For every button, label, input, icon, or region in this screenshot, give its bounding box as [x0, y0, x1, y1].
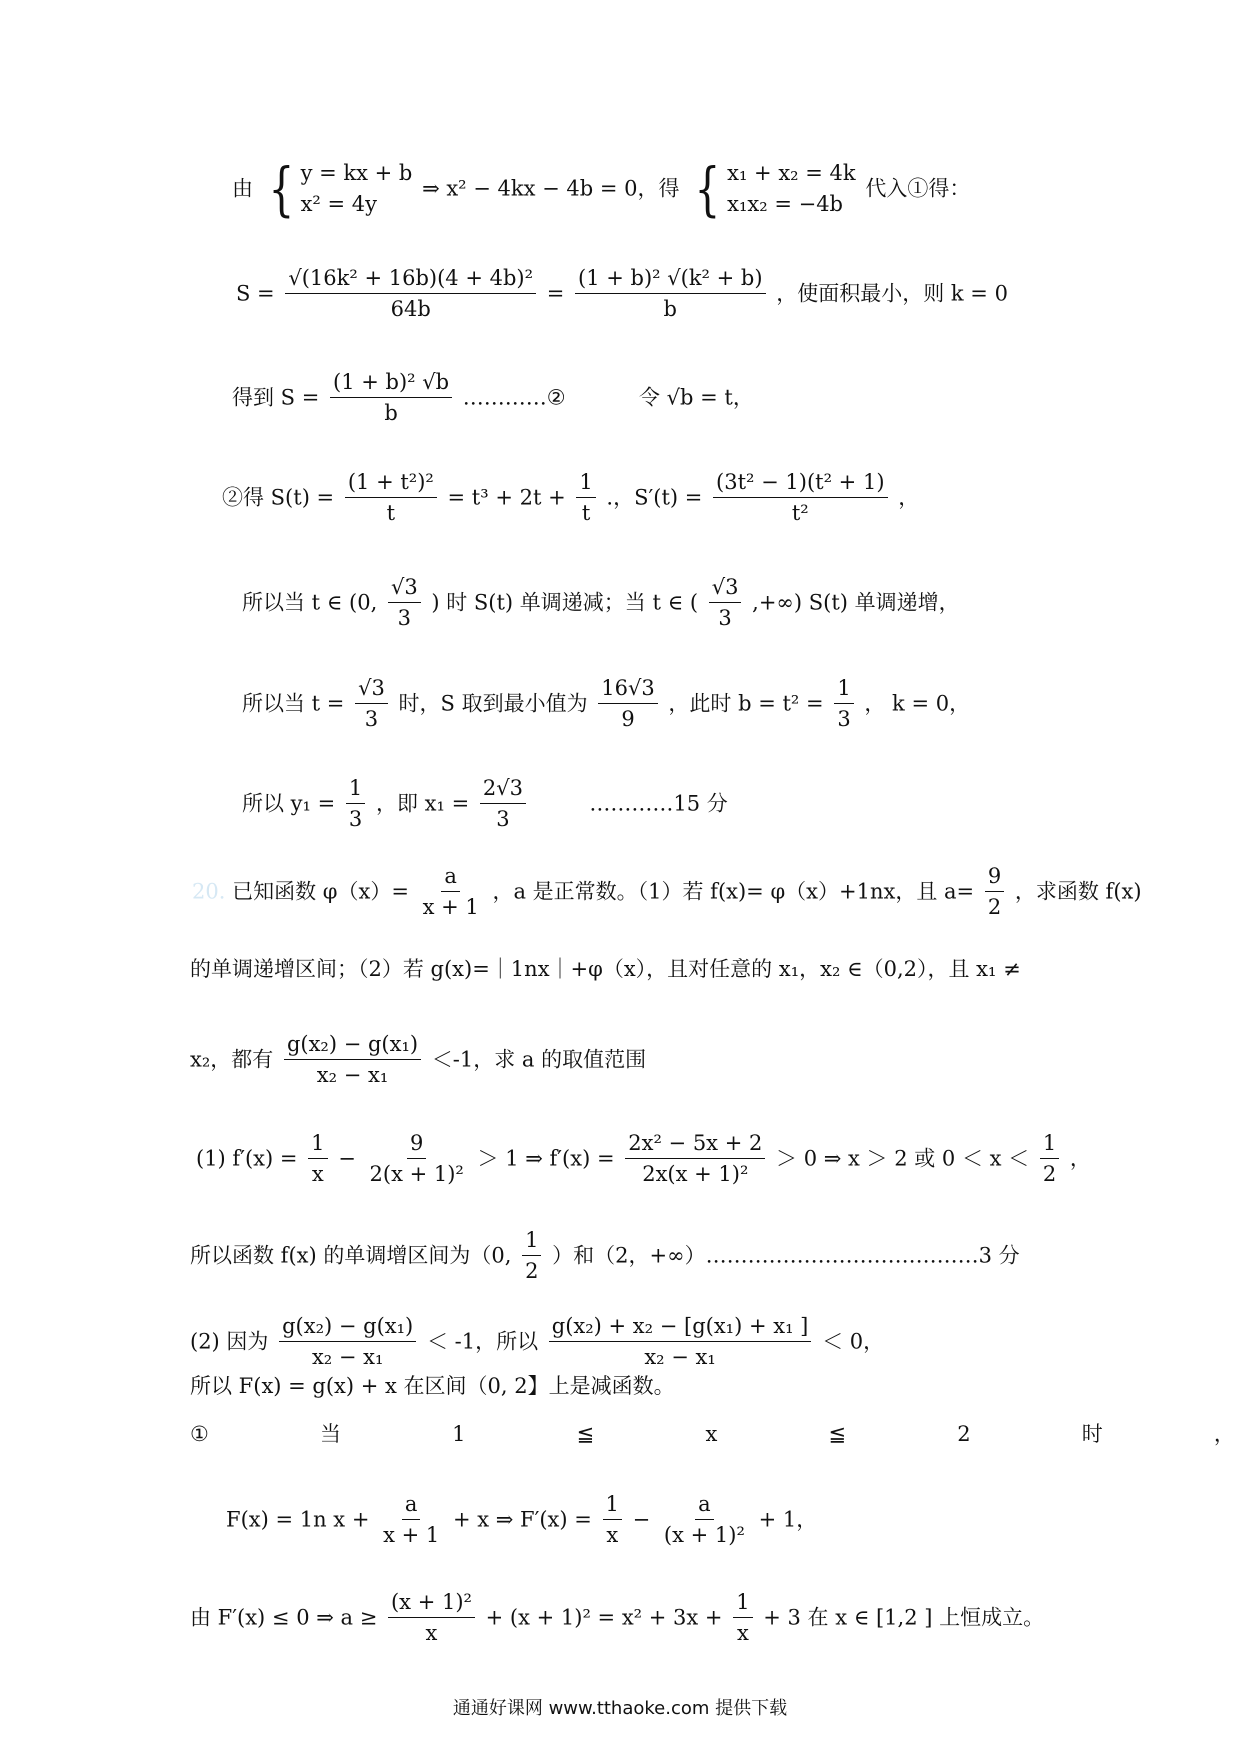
- numerator: 1: [603, 1494, 622, 1520]
- numerator: a: [402, 1494, 421, 1520]
- text: ①: [190, 1422, 209, 1446]
- denominator: 3: [496, 807, 510, 831]
- fraction: [420, 866, 482, 918]
- line-conclusion-15: [242, 778, 728, 830]
- numerator: √3: [709, 577, 742, 603]
- numerator: 1: [733, 1592, 752, 1618]
- text: .，S′(t) =: [606, 485, 703, 510]
- fraction: [1040, 1133, 1059, 1185]
- text: 所以当 t =: [242, 691, 345, 716]
- fraction: [598, 678, 657, 730]
- fraction: [345, 472, 437, 524]
- question-20-line3: [190, 1034, 646, 1086]
- fraction: [625, 1133, 765, 1185]
- line-system-substitution: [232, 155, 971, 223]
- numerator: 2x² − 5x + 2: [625, 1133, 765, 1159]
- text: ＞ 1 ⇒ f′(x) =: [477, 1146, 615, 1171]
- text: 所以 y₁ =: [242, 791, 336, 816]
- numerator: 1: [522, 1230, 541, 1256]
- denominator: 3: [718, 606, 732, 630]
- text: 2: [957, 1422, 971, 1446]
- line-monotonicity: [242, 577, 960, 629]
- line-derivative: [222, 472, 919, 524]
- answer-1-derivative: [196, 1133, 1091, 1185]
- numerator: a: [441, 866, 460, 892]
- numerator: (1 + b)² √b: [330, 372, 452, 398]
- fraction: [308, 1133, 327, 1185]
- fraction: [603, 1494, 622, 1546]
- numerator: (3t² − 1)(t² + 1): [713, 472, 887, 498]
- text: ，: [1069, 1146, 1091, 1171]
- denominator: x₂ − x₁: [311, 1345, 384, 1369]
- text: x₂，都有: [190, 1047, 274, 1072]
- denominator: x + 1: [383, 1523, 440, 1547]
- question-number: 20.: [192, 879, 226, 904]
- numerator: g(x₂) − g(x₁): [279, 1316, 416, 1342]
- text: …………②: [462, 385, 566, 410]
- question-20-line1: [192, 866, 1142, 918]
- denominator: t: [581, 501, 591, 525]
- denominator: x: [606, 1523, 619, 1547]
- fraction: [380, 1494, 442, 1546]
- fraction: [284, 1034, 421, 1086]
- text: + 3 在 x ∈ [1,2 ] 上恒成立。: [763, 1605, 1045, 1630]
- text: 已知函数 φ（x）=: [232, 879, 409, 904]
- numerator: 1: [1040, 1133, 1059, 1159]
- numerator: 16√3: [598, 678, 657, 704]
- numerator: 1: [308, 1133, 327, 1159]
- question-20-line2: [190, 958, 1021, 980]
- line-area-reduced: [232, 372, 754, 424]
- text: ) 时 S(t) 单调递减；当 t ∈ (: [431, 590, 699, 615]
- denominator: t: [386, 501, 396, 525]
- fraction: [549, 1316, 812, 1368]
- text: x: [705, 1422, 718, 1446]
- fraction: [285, 268, 536, 320]
- left-brace: {: [694, 155, 721, 223]
- text: ，a 是正常数。（1）若 f(x)= φ（x）+1nx，且 a=: [492, 879, 975, 904]
- denominator: b: [663, 297, 677, 321]
- denominator: 9: [621, 707, 635, 731]
- denominator: x₂ − x₁: [644, 1345, 716, 1369]
- numerator: 2√3: [480, 778, 526, 804]
- numerator: (x + 1)²: [388, 1592, 475, 1618]
- text: 由: [232, 176, 253, 201]
- fraction: [388, 1592, 475, 1644]
- fraction: [330, 372, 452, 424]
- numerator: √(16k² + 16b)(4 + 4b)²: [285, 268, 536, 294]
- denominator: 3: [397, 606, 411, 630]
- denominator: 2x(x + 1)²: [642, 1162, 749, 1186]
- answer-1-interval: [190, 1230, 1020, 1282]
- text: ＞ 0 ⇒ x ＞ 2 或 0 ＜ x ＜: [776, 1146, 1030, 1171]
- text: ,+∞) S(t) 单调递增，: [752, 590, 960, 615]
- numerator: a: [695, 1494, 714, 1520]
- text: ， k = 0，: [864, 691, 971, 716]
- text: + (x + 1)² = x² + 3x +: [485, 1605, 723, 1630]
- text: S =: [236, 281, 275, 306]
- denominator: b: [384, 401, 398, 425]
- text: 得到 S =: [232, 385, 320, 410]
- denominator: 64b: [390, 297, 431, 321]
- system-of-equations: [689, 155, 856, 223]
- numerator: 9: [407, 1133, 426, 1159]
- text: …………15 分: [589, 791, 728, 816]
- text: 由 F′(x) ≤ 0 ⇒ a ≥: [190, 1605, 378, 1630]
- answer-2-inequality: [190, 1316, 884, 1368]
- denominator: x: [311, 1162, 324, 1186]
- text: 所以函数 f(x) 的单调增区间为（0,: [190, 1243, 512, 1268]
- fraction: [355, 678, 388, 730]
- text: 令 √b = t，: [638, 385, 754, 410]
- fraction: [522, 1230, 541, 1282]
- fraction: [661, 1494, 748, 1546]
- numerator: (1 + b)² √(k² + b): [575, 268, 766, 294]
- text: =: [546, 281, 565, 306]
- text: ，此时 b = t² =: [668, 691, 824, 716]
- text: ⇒ x² − 4kx − 4b = 0，得: [422, 176, 680, 201]
- numerator: √3: [388, 577, 421, 603]
- denominator: 2: [525, 1259, 539, 1283]
- text: ≦: [576, 1422, 595, 1446]
- equation: x₁x₂ = −4b: [727, 192, 843, 216]
- denominator: 3: [837, 707, 851, 731]
- text: ）和（2，+∞）…………………………………3 分: [552, 1243, 1020, 1268]
- text: 代入①得：: [865, 176, 971, 201]
- denominator: 2: [1042, 1162, 1057, 1186]
- text: F(x) = 1n x +: [226, 1507, 370, 1532]
- answer-2-decreasing: [190, 1375, 675, 1397]
- fraction: [733, 1592, 752, 1644]
- denominator: 2(x + 1)²: [369, 1162, 464, 1186]
- fraction: [834, 678, 853, 730]
- denominator: 3: [364, 707, 379, 731]
- denominator: x + 1: [422, 895, 479, 919]
- numerator: √3: [355, 678, 388, 704]
- fraction: [367, 1133, 467, 1185]
- numerator: g(x₂) + x₂ − [g(x₁) + x₁ ]: [549, 1316, 812, 1342]
- text: ＜-1，求 a 的取值范围: [431, 1047, 647, 1072]
- text: + x ⇒ F′(x) =: [452, 1507, 592, 1532]
- fraction: [575, 268, 766, 320]
- text: ＜ -1，所以: [426, 1329, 539, 1354]
- denominator: t²: [791, 501, 809, 525]
- denominator: 2: [987, 895, 1002, 919]
- fraction: [279, 1316, 416, 1368]
- text: ，即 x₁ =: [375, 791, 470, 816]
- text: ，: [898, 485, 920, 510]
- text: = t³ + 2t +: [447, 485, 566, 510]
- text: ＜ 0，: [822, 1329, 885, 1354]
- denominator: x: [736, 1621, 749, 1645]
- text: + 1，: [758, 1507, 818, 1532]
- text: −: [632, 1507, 651, 1532]
- denominator: 3: [348, 807, 363, 831]
- numerator: 9: [985, 866, 1004, 892]
- equation: x₁ + x₂ = 4k: [727, 161, 856, 185]
- text: 当: [319, 1422, 341, 1446]
- footer-text: 通通好课网 www.tthaoke.com 提供下载: [452, 1698, 788, 1719]
- text: ，: [1213, 1422, 1235, 1446]
- text: (1) f′(x) =: [196, 1146, 298, 1171]
- line-minimum-value: [242, 678, 970, 730]
- equation: x² = 4y: [300, 192, 378, 216]
- text: ②得 S(t) =: [222, 485, 335, 510]
- numerator: g(x₂) − g(x₁): [284, 1034, 421, 1060]
- fraction: [713, 472, 887, 524]
- numerator: (1 + t²)²: [345, 472, 437, 498]
- fraction: [709, 577, 742, 629]
- fraction: [346, 778, 365, 830]
- fraction: [388, 577, 421, 629]
- numerator: 1: [576, 472, 595, 498]
- numerator: 1: [346, 778, 365, 804]
- text: 时: [1081, 1422, 1103, 1446]
- case-1-condition: [190, 1424, 1235, 1445]
- text: 1: [452, 1422, 466, 1446]
- fraction: [576, 472, 595, 524]
- left-brace: {: [268, 155, 295, 223]
- text: −: [338, 1146, 356, 1171]
- system-of-equations: [263, 155, 413, 223]
- text: 所以 F(x) = g(x) + x 在区间（0, 2】上是减函数。: [190, 1374, 675, 1398]
- text: ，使面积最小，则 k = 0: [776, 281, 1008, 306]
- text: 的单调递增区间；（2）若 g(x)=｜1nx｜+φ（x），且对任意的 x₁，x₂ ∈（0,2），且 x₁ ≠: [190, 957, 1021, 981]
- text: ，求函数 f(x): [1014, 879, 1142, 904]
- denominator: (x + 1)²: [663, 1523, 745, 1547]
- text: 时，S 取到最小值为: [398, 691, 588, 716]
- fraction: [480, 778, 526, 830]
- line-area-formula: [236, 268, 1008, 320]
- equation: y = kx + b: [300, 161, 413, 185]
- text: (2) 因为: [190, 1329, 269, 1354]
- denominator: x₂ − x₁: [316, 1063, 389, 1087]
- text: ≦: [828, 1422, 847, 1446]
- text: 所以当 t ∈ (0,: [242, 590, 378, 615]
- page-footer: [0, 1700, 1240, 1718]
- fraction: [985, 866, 1004, 918]
- denominator: x: [425, 1621, 438, 1645]
- numerator: 1: [834, 678, 853, 704]
- case-1-function: [226, 1494, 817, 1546]
- case-1-bound: [190, 1592, 1044, 1644]
